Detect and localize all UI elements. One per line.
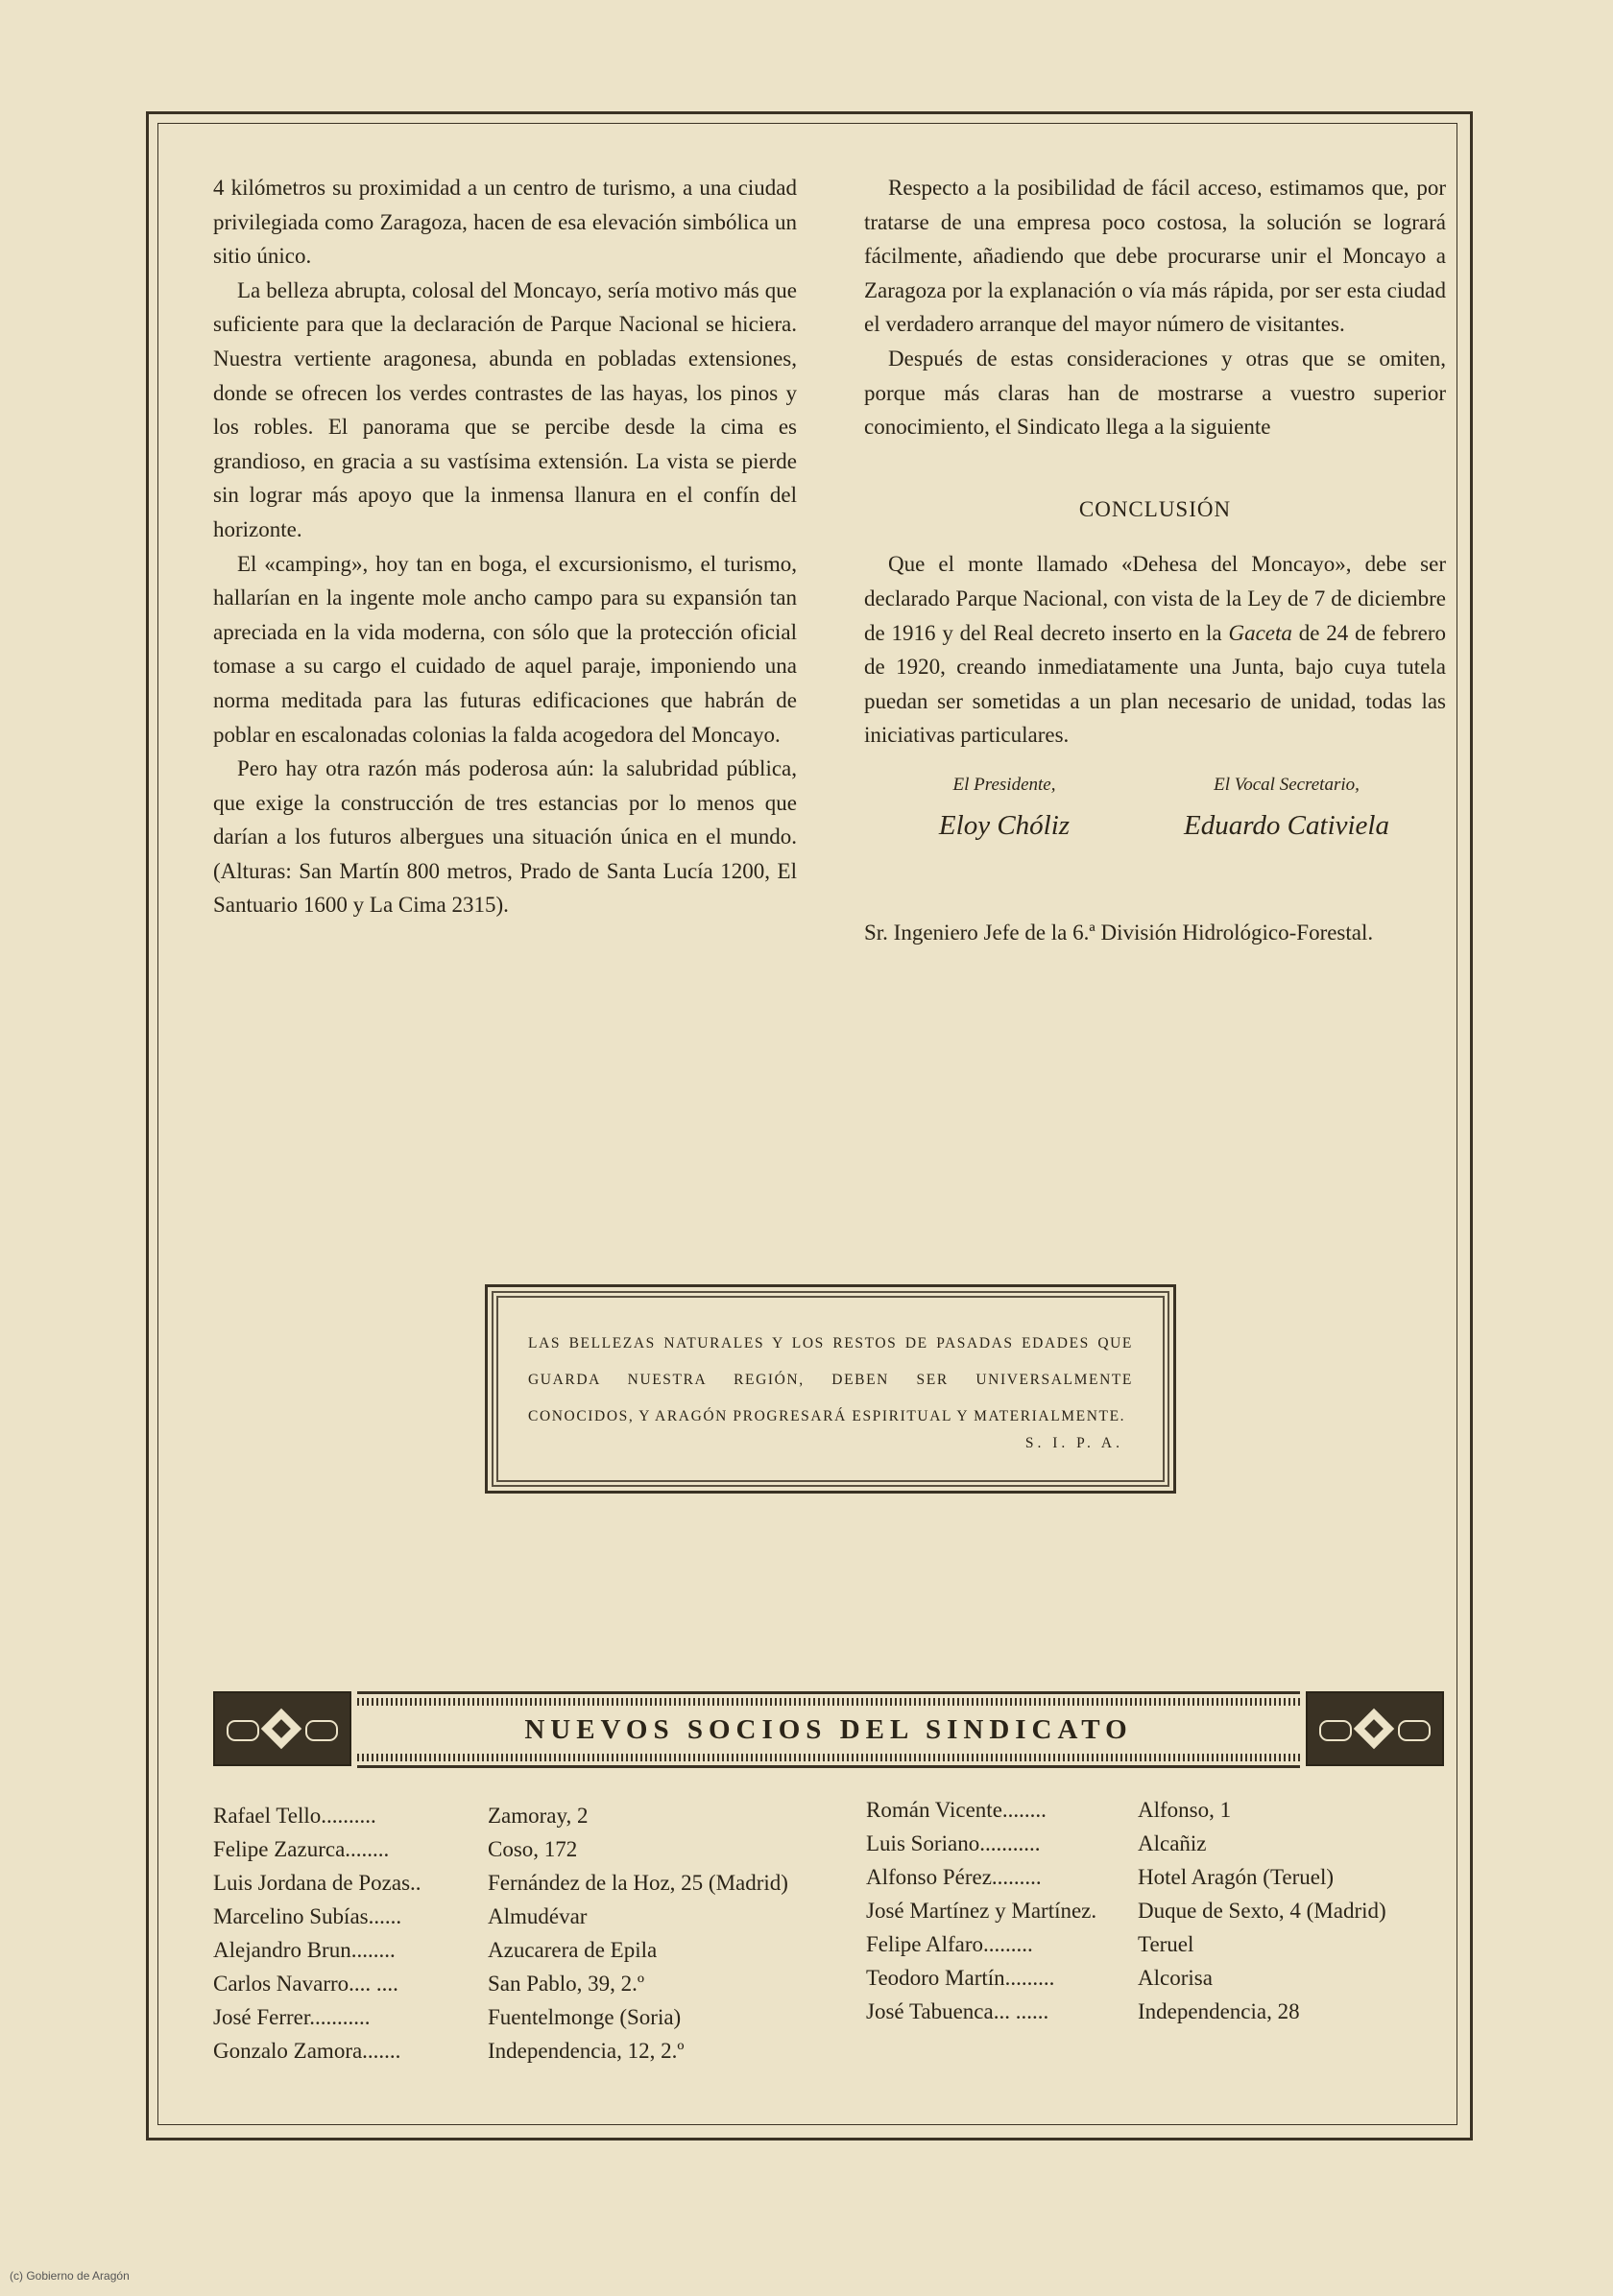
signature-role: El Presidente, [952,774,1056,795]
quote-text: LAS BELLEZAS NATURALES Y LOS RESTOS DE PASADAS EDADES QUE GUARDA NUESTRA REGIÓN, DEBEN SER UNIVERSALMENTE CONOCIDOS, Y ARAGÓN PROGRESARÁ ESPIRITUAL Y MATERIALMENTE. [528,1335,1133,1424]
member-name: Carlos Navarro.... .... [213,1972,398,1996]
member-name: Luis Soriano........... [866,1831,1041,1855]
member-name: Alfonso Pérez......... [866,1865,1042,1889]
signature-secretary [1133,772,1440,847]
member-name: Marcelino Subías...... [213,1904,402,1928]
right-column [864,171,1446,950]
member-address: Alfonso, 1 [1138,1798,1232,1822]
member-name: Teodoro Martín......... [866,1966,1055,1990]
member-address: San Pablo, 39, 2.º [488,1972,645,1996]
ornament-icon [1306,1691,1444,1766]
paragraph: El «camping», hoy tan en boga, el excursionismo, el turismo, hallarían en la ingente mole ancho campo para su expansión tan apreciada en la vida moderna, con sólo que la protección oficial tomase a su cargo el cuidado de aquel paraje, imponiendo una norma meditada para las futuras edificaciones que habrán de poblar en escalonadas colonias la falda acogedora del Moncayo. [213,551,797,747]
addressee-block [864,916,1446,950]
signatures [864,772,1446,868]
ornament-icon [213,1691,351,1766]
member-address: Azucarera de Epila [488,1938,658,1962]
member-address: Independencia, 12, 2.º [488,2039,685,2063]
member-address: Fernández de la Hoz, 25 (Madrid) [488,1871,788,1895]
banner-title: NUEVOS SOCIOS DEL SINDICATO [524,1714,1133,1745]
member-address: Coso, 172 [488,1837,578,1861]
paragraph: 4 kilómetros su proximidad a un centro de turismo, a una ciudad privilegiada como Zaragoza, hacen de esa elevación simbólica un sitio único. [213,176,797,269]
conclusion-text-b: de 24 de febrero de 1920, creando inmediatamente una Junta, bajo cuya tutela puedan ser sometidas a un plan necesario de unidad, todas las iniciativas particulares. [864,620,1447,748]
left-column [213,171,797,922]
paragraph: Pero hay otra razón más poderosa aún: la salubridad pública, que exige la construcción de tres estancias por lo menos que darían a los futuros albergues una situación única en el mundo. (Alturas: San Martín 800 metros, Prado de Santa Lucía 1200, El Santuario 1600 y La Cima 2315). [213,756,797,918]
section-banner [213,1691,1444,1762]
member-address: Alcorisa [1138,1966,1213,1990]
member-address: Hotel Aragón (Teruel) [1138,1865,1335,1889]
member-name: Felipe Zazurca........ [213,1837,390,1861]
conclusion-heading: CONCLUSIÓN [1078,496,1232,521]
member-address: Fuentelmonge (Soria) [488,2005,682,2029]
paragraph: Respecto a la posibilidad de fácil acceso, estimamos que, por tratarse de una empresa poco costosa, la solución se logrará fácilmente, añadiendo que debe procurarse unir el Moncayo a Zaragoza por la explanación o vía más rápida, por ser esta ciudad el verdadero arranque del mayor número de visitantes. [864,176,1446,337]
member-address: Zamoray, 2 [488,1804,589,1828]
member-name: Felipe Alfaro......... [866,1932,1033,1956]
member-name: Luis Jordana de Pozas.. [213,1871,421,1895]
banner-band [357,1691,1300,1768]
signature-role: El Vocal Secretario, [1214,774,1360,795]
conclusion-text-a: Que el monte llamado «Dehesa del Moncayo», debe ser declarado Parque Nacional, con vista de la Ley de 7 de diciembre de 1916 y del Real decreto inserto en la [864,552,1446,645]
copyright-credit: (c) Gobierno de Aragón [10,2269,130,2283]
member-name: Gonzalo Zamora....... [213,2039,401,2063]
conclusion-paragraph [864,547,1446,753]
member-address: Duque de Sexto, 4 (Madrid) [1138,1899,1386,1923]
paragraph: La belleza abrupta, colosal del Moncayo, sería motivo más que suficiente para que la declaración de Parque Nacional se hiciera. Nuestra vertiente aragonesa, abunda en pobladas extensiones, donde se ofrecen los verdes contrastes de las hayas, los pinos y los robles. El panorama que se percibe desde la cima es grandioso, en gracia a su vastísima extensión. La vista se pierde sin lograr más apoyo que la inmensa llanura en el confín del horizonte. [213,277,797,541]
member-address: Alcañiz [1138,1831,1207,1855]
member-name: Román Vicente........ [866,1798,1047,1822]
signature-name: Eduardo Cativiela [1184,809,1389,841]
member-name: José Martínez y Martínez. [866,1899,1097,1923]
gaceta-italic: Gaceta [1228,620,1292,645]
member-name: Rafael Tello.......... [213,1804,376,1828]
paragraph: Después de estas consideraciones y otras que se omiten, porque más claras han de mostrarse a vuestro superior conocimiento, el Sindicato llega a la siguiente [864,346,1446,440]
member-name: José Ferrer........... [213,2005,371,2029]
member-address: Independencia, 28 [1138,1999,1300,2023]
member-address: Teruel [1138,1932,1194,1956]
member-name: José Tabuenca... ...... [866,1999,1049,2023]
member-address: Almudévar [488,1904,588,1928]
quote-signature: S. I. P. A. [1024,1435,1123,1451]
quote-box [485,1284,1176,1494]
signature-president [899,772,1110,847]
signature-name: Eloy Chóliz [938,809,1071,841]
member-name: Alejandro Brun........ [213,1938,396,1962]
addressee: Sr. Ingeniero Jefe de la 6.ª División Hidrológico-Forestal. [864,920,1374,945]
